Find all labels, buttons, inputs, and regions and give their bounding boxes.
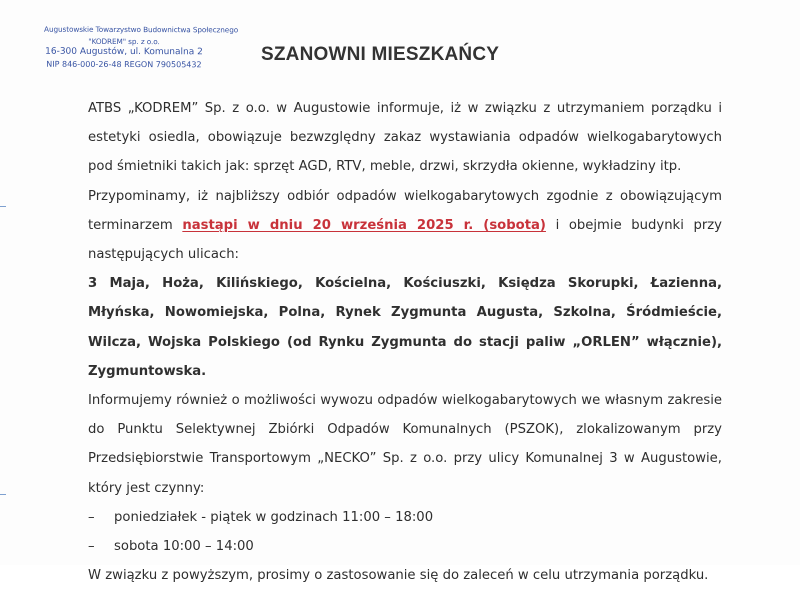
- paragraph-pszok: Informujemy również o możliwości wywozu odpadów wielkogabarytowych we własnym zakresie do Punktu Selektywnej Zbiórki Odpadów Komunalnych (PSZOK), zlokalizowanym przy Przedsiębiorstwie Transportowym „NECKO” Sp. z o.o. przy ulicy Komunalnej 3 w Augustowie, który jest czynny:: [88, 393, 722, 496]
- list-dash: –: [88, 509, 95, 525]
- closing-paragraph: W związku z powyższym, prosimy o zastosowanie się do zaleceń w celu utrzymania porządku.: [88, 568, 709, 584]
- hours-weekdays-text: poniedziałek - piątek w godzinach 11:00 – 18:00: [114, 509, 434, 525]
- scan-edge-mark: [0, 206, 6, 207]
- scan-edge-mark: [0, 494, 6, 495]
- stamp-address: 16-300 Augustów, ul. Komunalna 2: [45, 46, 203, 58]
- pickup-text-before: Przypominamy, iż najbliższy odbiór odpadów wielkogabarytowych zgodnie z obowiązującym terminarzem: [88, 188, 722, 233]
- pickup-text-after: i obejmie budynki przy następujących ulicach:: [88, 217, 722, 263]
- hours-saturday-text: sobota 10:00 – 14:00: [114, 539, 254, 555]
- stamp-company-name: Augustowskie Towarzystwo Budownictwa Społecznego: [44, 24, 239, 35]
- notice-body: [88, 94, 722, 590]
- list-dash: –: [88, 539, 95, 555]
- stamp-tax-ids: NIP 846-000-26-48 REGON 790505432: [46, 59, 202, 69]
- hours-weekdays: [88, 503, 722, 532]
- page-title: SZANOWNI MIESZKAŃCY: [261, 44, 500, 65]
- hours-saturday: [88, 532, 722, 561]
- stamp-company-brand: "KODREM" sp. z o.o.: [88, 36, 160, 46]
- paragraph-pickup-date: [88, 182, 722, 270]
- pickup-date-highlight: nastąpi w dniu 20 września 2025 r. (sobota): [182, 217, 546, 233]
- paragraph-ban: ATBS „KODREM” Sp. z o.o. w Augustowie informuje, iż w związku z utrzymaniem porządku i estetyki osiedla, obowiązuje bezwzględny zakaz wystawiania odpadów wielkogabarytowych pod śmietniki takich jak: sprzęt AGD, RTV, meble, drzwi, skrzydła okienne, wykładziny itp.: [88, 101, 722, 175]
- company-stamp: [44, 24, 239, 71]
- streets-list: 3 Maja, Hoża, Kilińskiego, Kościelna, Kościuszki, Księdza Skorupki, Łazienna, Młyńska, Nowomiejska, Polna, Rynek Zygmunta Augusta, Szkolna, Śródmieście, Wilcza, Wojska Polskiego (od Rynku Zygmunta do stacji paliw „ORLEN” włącznie), Zygmuntowska.: [88, 276, 722, 379]
